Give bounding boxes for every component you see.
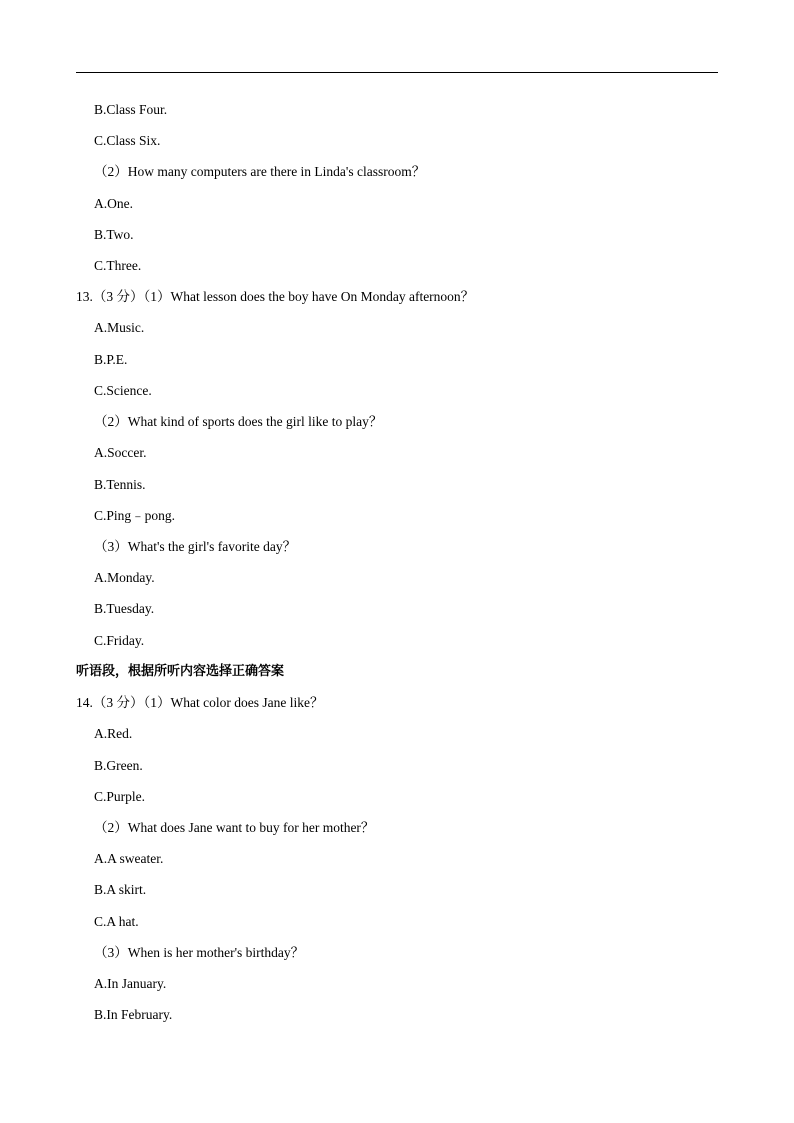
option-a-sweater: A.A sweater.: [94, 851, 164, 866]
option-a-music: A.Music.: [94, 320, 145, 335]
option-b-class-four: B.Class Four.: [94, 102, 168, 117]
sub-question-computers: （2）How many computers are there in Linda's classroom？: [94, 164, 426, 179]
option-a-one: A.One.: [94, 196, 133, 211]
header-rule: [76, 72, 718, 73]
option-a-monday: A.Monday.: [94, 570, 155, 585]
option-b-pe: B.P.E.: [94, 352, 128, 367]
option-a-january: A.In January.: [94, 976, 167, 991]
option-c-class-six: C.Class Six.: [94, 133, 161, 148]
option-c-three: C.Three.: [94, 258, 142, 273]
section-instruction: 听语段，根据所听内容选择正确答案: [76, 664, 285, 679]
option-b-skirt: B.A skirt.: [94, 882, 147, 897]
option-c-ping-pong: C.Ping﹣pong.: [94, 508, 176, 523]
sub-question-sports: （2）What kind of sports does the girl like to play？: [94, 414, 383, 429]
option-b-two: B.Two.: [94, 227, 134, 242]
question-14: 14.（3 分）（1）What color does Jane like？: [76, 695, 324, 710]
option-b-february: B.In February.: [94, 1007, 173, 1022]
option-b-green: B.Green.: [94, 758, 143, 773]
option-b-tuesday: B.Tuesday.: [94, 601, 155, 616]
sub-question-birthday: （3）When is her mother's birthday？: [94, 945, 305, 960]
option-a-soccer: A.Soccer.: [94, 445, 147, 460]
option-c-hat: C.A hat.: [94, 914, 139, 929]
sub-question-favorite-day: （3）What's the girl's favorite day？: [94, 539, 297, 554]
option-c-science: C.Science.: [94, 383, 152, 398]
question-13: 13.（3 分）（1）What lesson does the boy have On Monday afternoon？: [76, 289, 475, 304]
option-c-friday: C.Friday.: [94, 633, 145, 648]
option-c-purple: C.Purple.: [94, 789, 146, 804]
sub-question-buy: （2）What does Jane want to buy for her mother？: [94, 820, 375, 835]
option-a-red: A.Red.: [94, 726, 133, 741]
option-b-tennis: B.Tennis.: [94, 477, 146, 492]
